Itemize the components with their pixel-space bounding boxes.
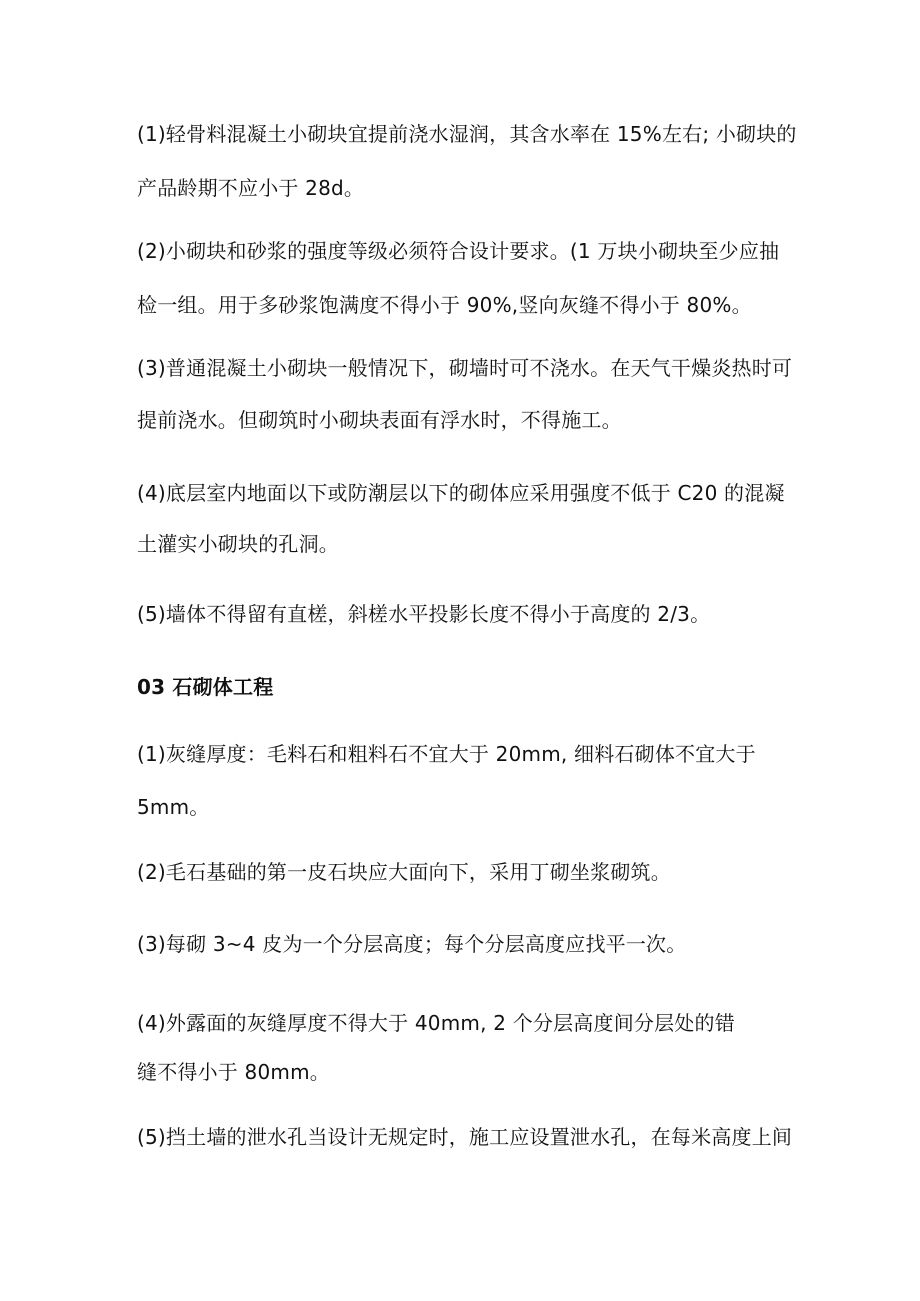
para-2-line-2: 检一组。用于多砂浆饱满度不得小于 90%,竖向灰缝不得小于 80%。 [137, 293, 752, 317]
para-10-line-1: (5)挡土墙的泄水孔当设计无规定时，施工应设置泄水孔，在每米高度上间 [137, 1125, 793, 1149]
para-4-line-1: (4)底层室内地面以下或防潮层以下的砌体应采用强度不低于 C20 的混凝 [137, 481, 785, 505]
para-1-line-2: 产品龄期不应小于 28d。 [137, 176, 365, 200]
para-3-line-2: 提前浇水。但砌筑时小砌块表面有浮水时，不得施工。 [137, 408, 622, 432]
para-9-line-1: (4)外露面的灰缝厚度不得大于 40mm, 2 个分层高度间分层处的错 [137, 1011, 735, 1035]
para-9-line-2: 缝不得小于 80mm。 [137, 1060, 330, 1084]
para-3-line-1: (3)普通混凝土小砌块一般情况下，砌墙时可不浇水。在天气干燥炎热时可 [137, 356, 793, 380]
para-6-line-2: 5mm。 [137, 795, 210, 819]
section-heading: 03 石砌体工程 [137, 675, 274, 699]
para-5-line-1: (5)墙体不得留有直槎，斜槎水平投影长度不得小于高度的 2/3。 [137, 602, 711, 626]
para-6-line-1: (1)灰缝厚度：毛料石和粗料石不宜大于 20mm, 细料石砌体不宜大于 [137, 742, 756, 766]
para-1-line-1: (1)轻骨料混凝土小砌块宜提前浇水湿润，其含水率在 15%左右; 小砌块的 [137, 122, 797, 146]
para-8-line-1: (3)每砌 3~4 皮为一个分层高度；每个分层高度应找平一次。 [137, 932, 687, 956]
para-2-line-1: (2)小砌块和砂浆的强度等级必须符合设计要求。(1 万块小砌块至少应抽 [137, 239, 780, 263]
para-4-line-2: 土灌实小砌块的孔洞。 [137, 532, 339, 556]
para-7-line-1: (2)毛石基础的第一皮石块应大面向下，采用丁砌坐浆砌筑。 [137, 860, 671, 884]
